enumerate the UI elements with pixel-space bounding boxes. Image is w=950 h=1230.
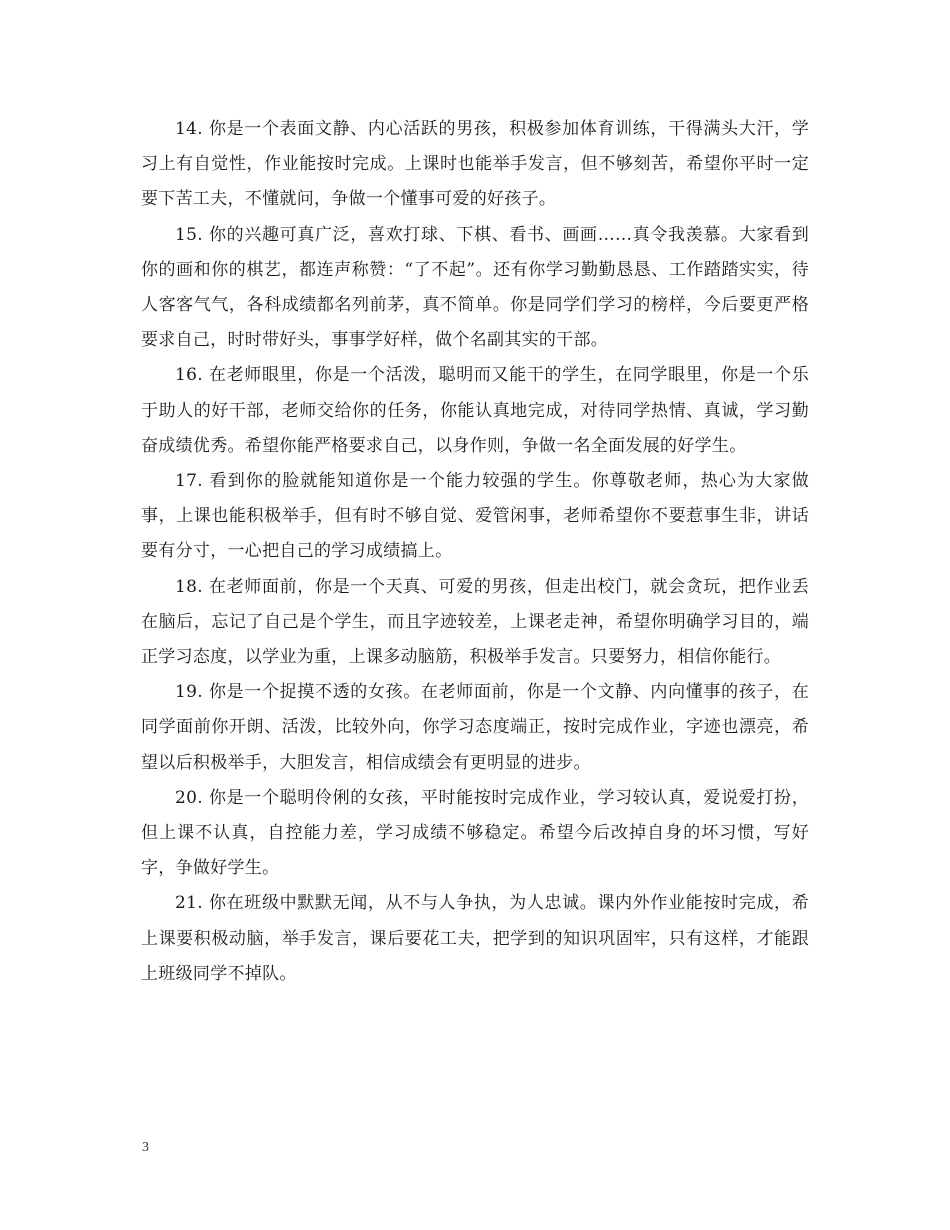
- paragraph-17: 17. 看到你的脸就能知道你是一个能力较强的学生。你尊敬老师，热心为大家做事，上课也能积极举手，但有时不够自觉、爱管闲事，老师希望你不要惹事生非，讲话要有分寸，一心把自己的学习成绩搞上。: [141, 471, 809, 562]
- paragraph-18: 18. 在老师面前，你是一个天真、可爱的男孩，但走出校门，就会贪玩，把作业丢在脑后，忘记了自己是个学生，而且字迹较差，上课老走神，希望你明确学习目的，端正学习态度，以学业为重，上课多动脑筋，积极举手发言。只要努力，相信你能行。: [141, 576, 809, 668]
- paragraph-21: 21. 你在班级中默默无闻，从不与人争执，为人忠诚。课内外作业能按时完成，希上课要积极动脑，举手发言，课后要花工夫，把学到的知识巩固牢，只有这样，才能跟上班级同学不掉队。: [141, 893, 809, 984]
- paragraph-15: 15. 你的兴趣可真广泛，喜欢打球、下棋、看书、画画……真令我羡慕。大家看到你的画和你的棋艺，都连声称赞：“了不起”。还有你学习勤勤恳恳、工作踏踏实实，待人客客气气，各科成绩都名列前茅，真不简单。你是同学们学习的榜样，今后要更严格要求自己，时时带好头，事事学好样，做个名副其实的干部。: [141, 224, 809, 351]
- paragraph-19: 19. 你是一个捉摸不透的女孩。在老师面前，你是一个文静、内向懂事的孩子，在同学面前你开朗、活泼，比较外向，你学习态度端正，按时完成作业，字迹也漂亮，希望以后积极举手，大胆发言，相信成绩会有更明显的进步。: [141, 682, 809, 773]
- paragraph-16: 16. 在老师眼里，你是一个活泼，聪明而又能干的学生，在同学眼里，你是一个乐于助人的好干部，老师交给你的任务，你能认真地完成，对待同学热情、真诚，学习勤奋成绩优秀。希望你能严格要求自己，以身作则，争做一名全面发展的好学生。: [141, 365, 809, 456]
- page-number: 3: [142, 1140, 149, 1155]
- document-body: [141, 112, 809, 992]
- paragraph-20: 20. 你是一个聪明伶俐的女孩，平时能按时完成作业，学习较认真，爱说爱打扮，但上课不认真，自控能力差，学习成绩不够稳定。希望今后改掉自身的坏习惯，写好字，争做好学生。: [141, 787, 809, 879]
- paragraph-14: 14. 你是一个表面文静、内心活跃的男孩，积极参加体育训练，干得满头大汗，学习上有自觉性，作业能按时完成。上课时也能举手发言，但不够刻苦，希望你平时一定要下苦工夫，不懂就问，争做一个懂事可爱的好孩子。: [141, 119, 809, 210]
